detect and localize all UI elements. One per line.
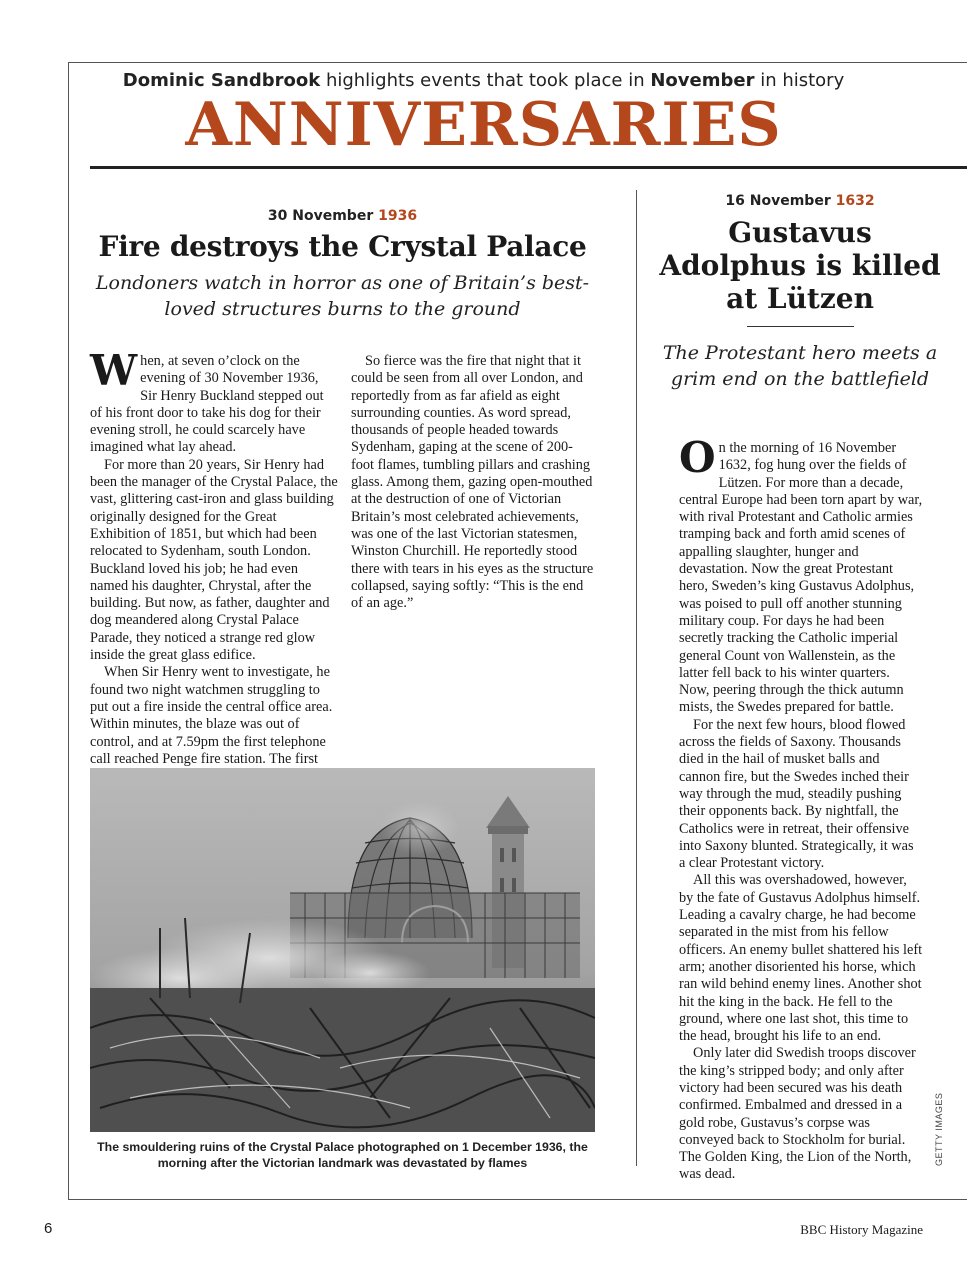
kicker-text: highlights events that took place in — [325, 70, 645, 91]
side-dropcap: O — [679, 433, 716, 482]
side-paragraph-3: All this was overshadowed, however, by the fate of Gustavus Adolphus himself. Leading a cavalry charge, he had become separated in the mist from his fellow officers. An enemy bullet shattered his left arm; another disoriented his horse, which ran wild behind enemy lines. Another shot hit the king in the back. He fell to the ground, where one last shot, this time to the head, brought his life to an end. — [679, 872, 923, 1045]
side-headline: Gustavus Adolphus is killed at Lützen — [659, 216, 941, 315]
side-paragraph-1 — [679, 433, 923, 717]
main-paragraph-4: So fierce was the fire that night that it could be seen from all over London, and reportedly from as far afield as eight surrounding counties. As word spread, thousands of people headed towards Sydenham, gaping at the scene of 200-foot flames, tumbling pillars and crashing glass. Among them, gazing open-mouthed at the destruction of one of Victorian Britain’s most celebrated achievements, was one of the last Victorian statesmen, Winston Churchill. He reportedly stood there with tears in his eyes as the structure collapsed, saying softly: “This is the end of an age.” — [351, 353, 594, 612]
main-paragraph-2: For more than 20 years, Sir Henry had been the manager of the Crystal Palace, the vast, glittering cast-iron and glass building originally designed for the Great Exhibition of 1851, but which had been relocated to Sydenham, south London. Buckland loved his job; he had even named his daughter, Chrystal, after the building. But now, as father, daughter and dog meandered along Crystal Palace Parade, they noticed a strange red glow inside the great glass edifice. — [90, 456, 338, 664]
kicker-end: in history — [760, 70, 845, 91]
main-standfirst: Londoners watch in horror as one of Britain’s best-loved structures burns to the ground — [95, 272, 590, 320]
side-paragraph-2: For the next few hours, blood flowed across the fields of Saxony. Thousands died in the hail of musket balls and cannon fire, but the Swedes inched their way through the mud, steadily pushing their opponents back. By nightfall, the Catholics were in retreat, their offensive into Saxony blunted. Strategically, it was a clear Protestant victory. — [679, 716, 914, 872]
side-standfirst: The Protestant hero meets a grim end on the battlefield — [662, 342, 938, 390]
magazine-name: BBC History Magazine — [800, 1222, 923, 1237]
crystal-palace-ruins-photo — [90, 768, 595, 1132]
page-number: 6 — [44, 1220, 53, 1237]
author-name: Dominic Sandbrook — [122, 70, 321, 91]
column-divider — [636, 190, 637, 1166]
main-headline: Fire destroys the Crystal Palace — [98, 230, 587, 263]
photo-credit: GETTY IMAGES — [934, 1092, 944, 1166]
main-year: 1936 — [378, 208, 418, 224]
kicker-month: November — [650, 70, 755, 91]
side-headline-rule — [747, 326, 854, 327]
main-date: 30 November — [267, 208, 374, 224]
side-column — [679, 433, 923, 1184]
main-p1-text: hen, at seven o’clock on the evening of 30 November 1936, Sir Henry Buckland stepped out of his front door to take his dog for their evening stroll, he could scarcely have imagined what lay ahead. — [90, 353, 324, 456]
side-p1-text: n the morning of 16 November 1632, fog hung over the fields of Lützen. For more than a decade, central Europe had been torn apart by war, with rival Protestant and Catholic armies tramping back and forth amid scenes of appalling slaughter, hunger and devastation. Now the great Protestant hero, Sweden’s king Gustavus Adolphus, was poised to pull off another stunning military coup. For days he had been secretly tracking the Catholic imperial general Count von Wallenstein, as the latter fell back to his winter quarters. Now, peering through the thick autumn mists, the Swedes prepared for battle. — [679, 440, 923, 716]
photo-caption: The smouldering ruins of the Crystal Palace photographed on 1 December 1936, the morning after the Victorian landmark was devastated by flames — [97, 1140, 588, 1170]
main-column-2 — [351, 353, 595, 612]
main-dropcap: W — [90, 346, 138, 395]
side-year: 1632 — [835, 193, 875, 209]
side-paragraph-4: Only later did Swedish troops discover the king’s stripped body; and only after victory had been secured was his death confirmed. Embalmed and dressed in a gold robe, Gustavus’s corpse was conveyed back to Stockholm for burial. The Golden King, the Lion of the North, was dead. — [679, 1045, 916, 1183]
main-p3-text: When Sir Henry went to investigate, he found two night watchmen struggling to put out a fire inside the central office area. Within minutes, the blaze was out of control, and at 7.59pm the first telephone call reached Penge fire station. The first — [90, 664, 333, 767]
main-paragraph-1 — [90, 346, 338, 457]
kicker-line — [0, 70, 967, 91]
side-date: 16 November — [725, 193, 831, 209]
photo-illustration — [90, 768, 595, 1132]
header-rule — [90, 166, 967, 169]
masthead-title: ANNIVERSARIES — [185, 90, 782, 160]
main-dateline — [90, 208, 595, 224]
side-dateline — [655, 193, 945, 209]
